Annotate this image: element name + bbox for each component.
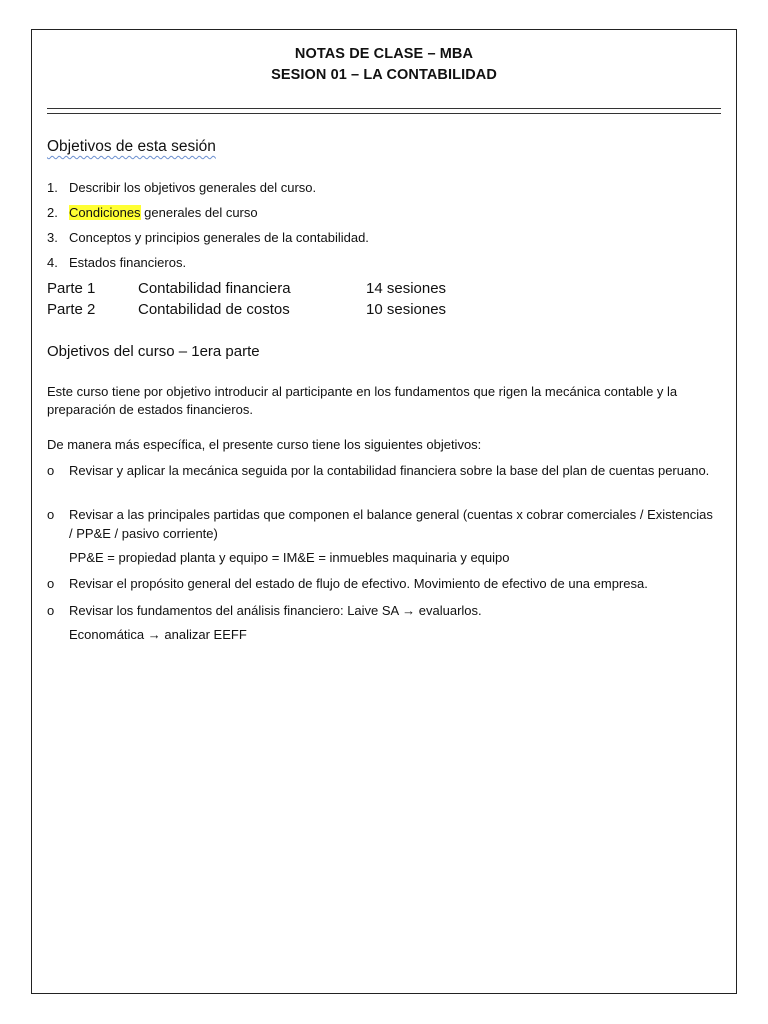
list-text: Conceptos y principios generales de la contabilidad. — [69, 230, 369, 245]
section-heading-objetivos-sesion — [47, 138, 216, 156]
parte-sesiones: 14 sesiones — [366, 280, 447, 297]
list-text — [69, 205, 258, 220]
lead-paragraph: De manera más específica, el presente curso tiene los siguientes objetivos: — [47, 437, 482, 452]
double-rule-divider — [47, 108, 721, 114]
bullet-text-main: Revisar los fundamentos del análisis financiero: Laive SA — [69, 603, 399, 618]
list-number: 2. — [47, 205, 58, 220]
document-subtitle: SESION 01 – LA CONTABILIDAD — [271, 67, 497, 83]
economatica-label: Economática — [69, 627, 145, 642]
parte-nombre: Contabilidad financiera — [138, 280, 291, 297]
bullet-marker: o — [47, 576, 55, 591]
bullet-marker: o — [47, 507, 55, 522]
economatica-tail: analizar EEFF — [164, 627, 247, 642]
list-text: Estados financieros. — [69, 255, 187, 270]
economatica-note — [69, 627, 247, 642]
list-number: 4. — [47, 255, 58, 270]
bullet-marker: o — [47, 603, 55, 618]
bullet-text-tail: evaluarlos. — [418, 603, 482, 618]
bullet-text — [69, 601, 719, 620]
list-number: 3. — [47, 230, 58, 245]
section-heading-objetivos-curso: Objetivos del curso – 1era parte — [47, 343, 260, 360]
ppe-note: PP&E = propiedad planta y equipo = IM&E = inmuebles maquinaria y equipo — [69, 550, 510, 565]
parte-label: Parte 2 — [47, 301, 96, 318]
parte-label: Parte 1 — [47, 280, 96, 297]
document-title: NOTAS DE CLASE – MBA — [294, 46, 474, 62]
list-text-rest: generales del curso — [140, 205, 258, 220]
bullet-text: Revisar el propósito general del estado de flujo de efectivo. Movimiento de efectivo de una empresa. — [69, 576, 648, 591]
highlighted-text: Condiciones — [69, 205, 141, 220]
parte-sesiones: 10 sesiones — [366, 301, 447, 318]
parte-nombre: Contabilidad de costos — [138, 301, 290, 318]
arrow-right-icon: → — [147, 627, 161, 642]
bullet-text: Revisar a las principales partidas que componen el balance general (cuentas x cobrar comerciales / Existencias / PP&E / pasivo corriente) — [69, 507, 713, 541]
list-number: 1. — [47, 180, 58, 195]
arrow-right-icon: → — [402, 603, 416, 618]
section-heading-text: Objetivos de esta sesión — [47, 138, 216, 155]
list-text: Describir los objetivos generales del curso. — [69, 180, 317, 195]
bullet-marker: o — [47, 463, 55, 478]
intro-paragraph: Este curso tiene por objetivo introducir al participante en los fundamentos que rigen la mecánica contable y la preparación de estados financieros. — [47, 384, 678, 417]
bullet-text: Revisar y aplicar la mecánica seguida por la contabilidad financiera sobre la base del plan de cuentas peruano. — [69, 463, 710, 478]
